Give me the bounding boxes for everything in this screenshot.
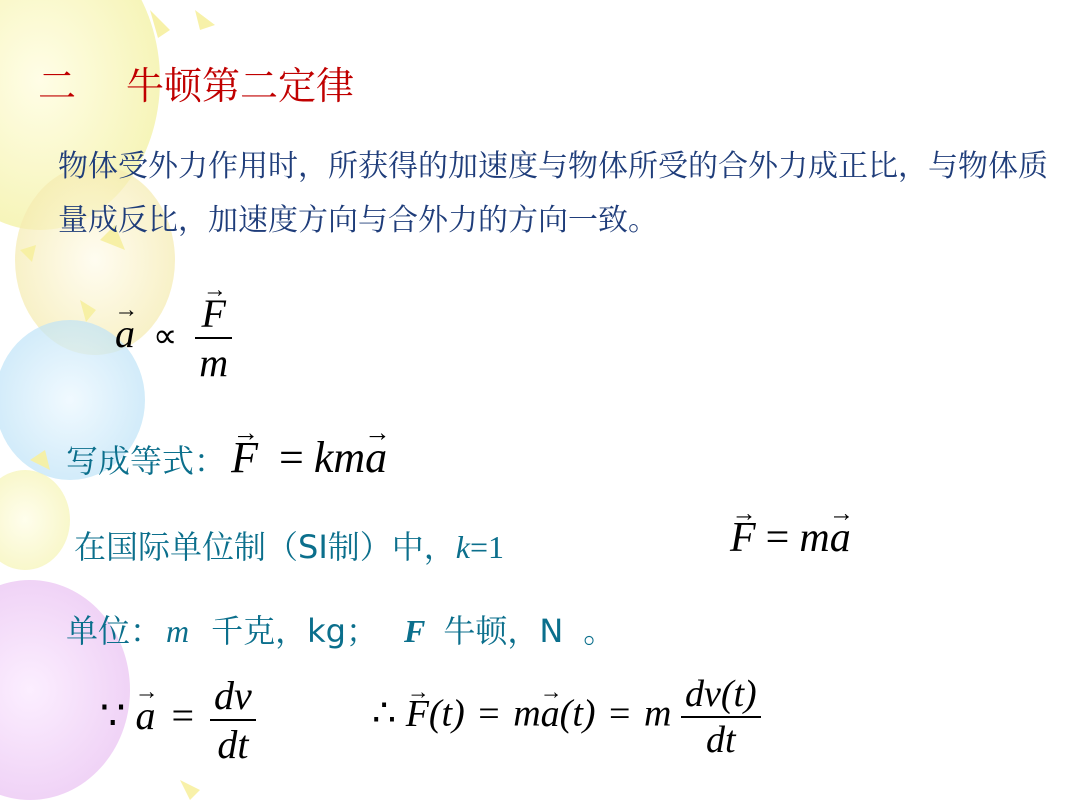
vector-a-t: → a — [541, 692, 560, 736]
si-k-value: =1 — [469, 529, 505, 565]
equals-sign-deriv3: = — [609, 692, 631, 735]
dv-t-dv: dv — [684, 673, 721, 715]
dv-t-dt-fraction — [681, 672, 761, 762]
vector-F-eq: → F — [231, 432, 258, 483]
title-number: 二 — [38, 64, 77, 108]
force-over-mass-fraction — [195, 290, 232, 386]
equals-sign-si: = — [765, 515, 790, 561]
m-symbol-deriv2: m — [643, 692, 672, 735]
units-label: 单位： — [66, 612, 163, 650]
vector-a-si: → a — [830, 514, 851, 562]
proportional-symbol: ∝ — [153, 318, 178, 356]
equality-label: 写成等式： — [66, 442, 227, 480]
equality-formula — [231, 433, 387, 482]
dt-denominator: dt — [217, 722, 249, 767]
dv-numerator: dv — [210, 672, 256, 721]
si-prefix: 在国际单位制（SI制）中， — [74, 528, 456, 566]
si-formula — [730, 514, 851, 562]
time-arg-1: (t) — [428, 692, 465, 735]
units-F-unit: 牛顿，N — [443, 612, 564, 650]
equals-sign-deriv2: = — [478, 692, 500, 735]
vector-F-si: → F — [730, 514, 756, 562]
m-symbol-si: m — [799, 515, 830, 561]
equals-sign-deriv1: = — [171, 693, 195, 739]
dv-dt-fraction — [210, 672, 256, 768]
equality-line — [66, 432, 387, 483]
vector-F: → F — [202, 290, 226, 337]
vector-a-deriv: → a — [135, 692, 155, 739]
si-line — [74, 522, 504, 568]
because-symbol: ∵ — [100, 693, 126, 739]
title-text: 牛顿第二定律 — [126, 64, 355, 108]
therefore-symbol: ∴ — [372, 692, 397, 735]
vector-F-t: → F — [406, 692, 429, 736]
acceleration-derivative — [100, 672, 256, 768]
time-arg-2: (t) — [559, 692, 596, 735]
mass-symbol: m — [199, 340, 229, 385]
units-F-symbol: F — [403, 613, 426, 649]
m-symbol-deriv1: m — [513, 692, 541, 735]
equals-sign: = — [279, 433, 304, 482]
units-end-mark: 。 — [583, 612, 616, 650]
time-arg-3: (t) — [720, 673, 757, 715]
units-m-symbol: m — [166, 613, 190, 649]
slide-title — [38, 55, 354, 110]
dv-t-numerator — [681, 672, 761, 718]
m-symbol: m — [333, 433, 366, 482]
law-statement: 物体受外力作用时，所获得的加速度与物体所受的合外力成正比，与物体质量成反比，加速度方向与合外力的方向一致。 — [58, 149, 1048, 238]
vector-a: → a — [115, 310, 135, 357]
proportional-formula — [115, 290, 232, 386]
k-symbol: k — [313, 433, 334, 482]
force-time-derivative — [372, 672, 761, 762]
si-k-symbol: k — [455, 529, 470, 565]
units-m-unit: 千克，kg； — [211, 612, 378, 650]
units-line — [66, 606, 615, 652]
dt-denominator-2: dt — [706, 719, 736, 761]
vector-a-eq: → a — [365, 432, 387, 483]
